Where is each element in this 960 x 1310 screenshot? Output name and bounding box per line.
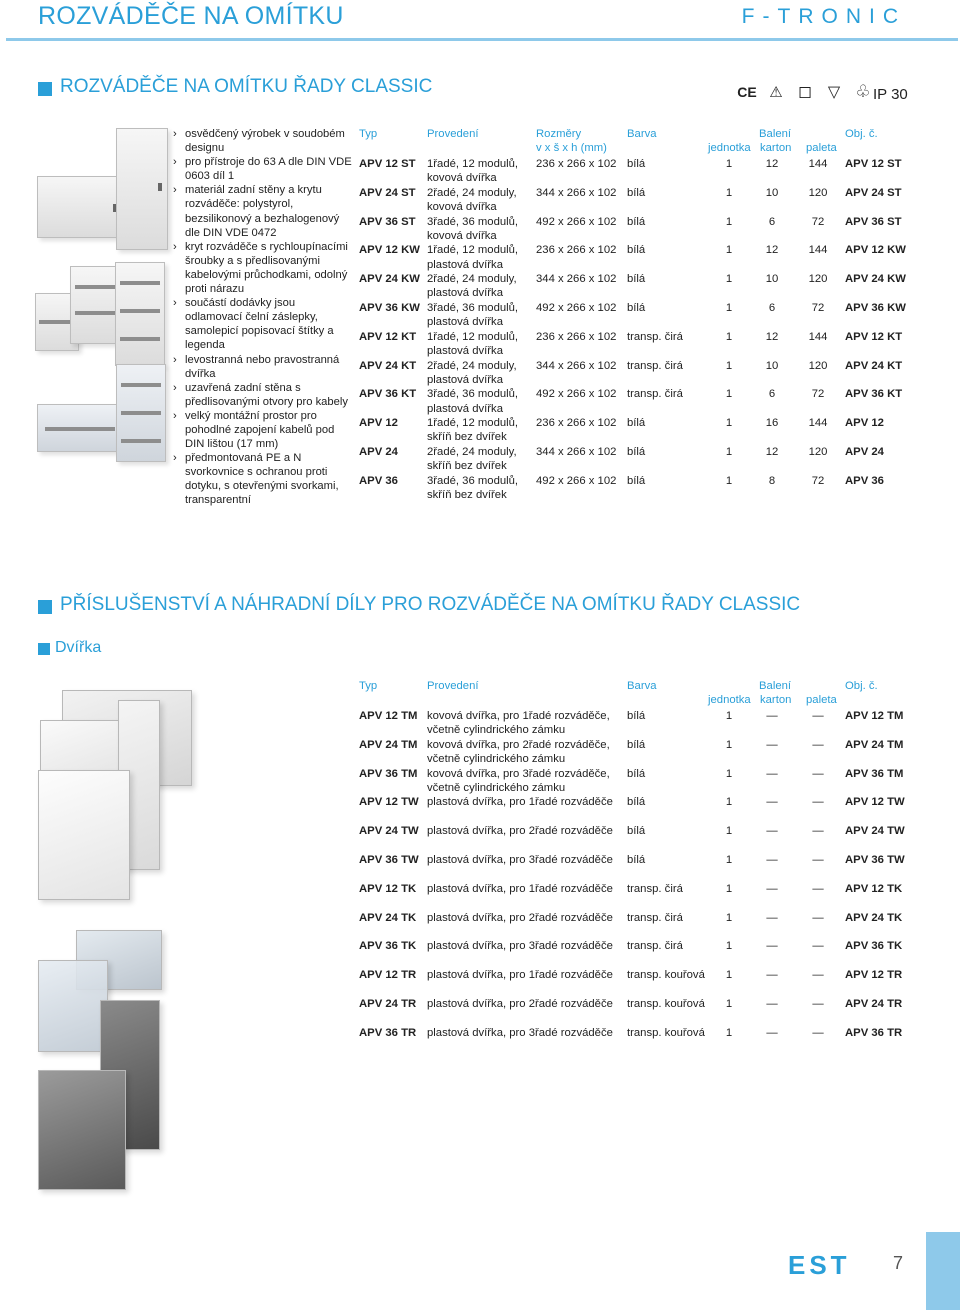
- row-typ: APV 36: [359, 474, 398, 487]
- row-obj: APV 12 KT: [845, 330, 903, 343]
- row-barva: bílá: [627, 825, 646, 838]
- row-karton: —: [766, 969, 778, 982]
- row-obj: APV 24 TK: [845, 911, 903, 924]
- row-provedeni: 3řadé, 36 modulů,: [427, 474, 519, 487]
- row-obj: APV 36 TR: [845, 1026, 903, 1039]
- row-paleta: 120: [808, 273, 828, 286]
- page-tab: [926, 1232, 960, 1310]
- door-white-image: [38, 770, 130, 900]
- col-header-paleta: paleta: [806, 142, 837, 154]
- row-jednotka: 1: [725, 1026, 733, 1039]
- row-provedeni-detail: kovová dvířka: [427, 201, 497, 213]
- row-paleta: —: [812, 767, 824, 780]
- row-jednotka: 1: [725, 854, 733, 866]
- row-provedeni: plastová dvířka, pro 1řadé rozváděče: [427, 882, 613, 895]
- row-paleta: —: [812, 940, 824, 953]
- row-obj: APV 36: [845, 474, 884, 487]
- row-typ: APV 24 KT: [359, 359, 417, 372]
- row-obj: APV 12 TM: [845, 710, 904, 722]
- row-karton: 6: [768, 388, 776, 401]
- row-rozmery: 236 x 266 x 102: [536, 158, 617, 170]
- ip-rating: IP 30: [873, 86, 908, 103]
- row-provedeni-detail: plastová dvířka: [427, 402, 503, 415]
- row-paleta: 72: [811, 215, 825, 228]
- row-obj: APV 24 ST: [845, 186, 902, 199]
- feature-item: › osvědčený výrobek v soudobém designu: [173, 127, 353, 155]
- row-paleta: 72: [811, 302, 825, 314]
- col-header-barva: Barva: [627, 680, 657, 692]
- row-typ: APV 24 TR: [359, 998, 417, 1010]
- row-karton: 6: [768, 302, 776, 314]
- row-typ: APV 24 TW: [359, 825, 419, 838]
- row-karton: —: [766, 825, 778, 838]
- row-typ: APV 36 TR: [359, 1026, 417, 1039]
- row-jednotka: 1: [725, 417, 733, 430]
- row-provedeni-detail: plastová dvířka: [427, 345, 503, 357]
- row-jednotka: 1: [725, 940, 733, 953]
- row-provedeni: 3řadé, 36 modulů,: [427, 215, 519, 228]
- page-title: ROZVÁDĚČE NA OMÍTKU: [38, 2, 344, 30]
- row-barva: transp. čirá: [627, 940, 683, 953]
- row-rozmery: 236 x 266 x 102: [536, 330, 617, 343]
- row-karton: —: [766, 911, 778, 924]
- row-obj: APV 24 KT: [845, 359, 903, 372]
- row-typ: APV 24 ST: [359, 186, 416, 199]
- col-header-jednotka: jednotka: [708, 694, 751, 706]
- row-jednotka: 1: [725, 302, 733, 314]
- page-number: 7: [893, 1253, 904, 1273]
- certification-icons: [736, 82, 874, 102]
- door-transparent-small-image: [38, 960, 108, 1052]
- row-typ: APV 24 TM: [359, 738, 418, 751]
- row-obj: APV 12 KW: [845, 244, 906, 257]
- row-rozmery: 492 x 266 x 102: [536, 388, 617, 401]
- row-obj: APV 36 KT: [845, 388, 903, 401]
- row-provedeni-detail: skříň bez dvířek: [427, 431, 507, 444]
- row-obj: APV 36 TM: [845, 767, 904, 780]
- row-rozmery: 344 x 266 x 102: [536, 186, 617, 199]
- feature-item: › součástí dodávky jsou odlamovací čelní záslepky, samolepicí popisovací štítky a legenda: [173, 296, 353, 352]
- row-obj: APV 24 TM: [845, 738, 904, 751]
- row-provedeni-detail: skříň bez dvířek: [427, 460, 507, 473]
- col-header-provedeni: Provedení: [427, 680, 479, 692]
- row-provedeni-detail: plastová dvířka: [427, 287, 503, 300]
- row-paleta: —: [812, 710, 824, 722]
- row-karton: —: [766, 1026, 778, 1039]
- col-header-provedeni: Provedení: [427, 128, 479, 140]
- row-obj: APV 12 TR: [845, 969, 903, 982]
- col-header-paleta: paleta: [806, 694, 837, 706]
- row-barva: bílá: [627, 474, 646, 487]
- row-paleta: 144: [808, 244, 828, 257]
- row-karton: 16: [765, 417, 779, 430]
- square-icon: ◻: [797, 82, 813, 101]
- col-header-baleni: Balení: [759, 128, 792, 140]
- col-header-baleni: Balení: [759, 680, 792, 692]
- row-karton: —: [766, 882, 778, 895]
- row-paleta: —: [812, 882, 824, 895]
- row-provedeni-detail: včetně cylindrického zámku: [427, 781, 566, 794]
- enclosure-transparent-tall-image: [116, 364, 166, 462]
- row-rozmery: 492 x 266 x 102: [536, 302, 617, 314]
- row-karton: —: [766, 940, 778, 953]
- row-obj: APV 24 TR: [845, 998, 903, 1010]
- row-jednotka: 1: [725, 186, 733, 199]
- ce-mark-icon: CE: [737, 84, 757, 100]
- door-smoked-image: [38, 1070, 126, 1190]
- col-header-karton: karton: [760, 142, 792, 154]
- row-karton: —: [766, 854, 778, 866]
- hazard-triangle-icon: ⚠: [769, 84, 783, 101]
- row-provedeni: kovová dvířka, pro 1řadé rozváděče,: [427, 710, 610, 722]
- row-provedeni: plastová dvířka, pro 3řadé rozváděče: [427, 940, 613, 953]
- col-header-rozmery: Rozměry: [536, 128, 582, 140]
- row-barva: bílá: [627, 302, 646, 314]
- row-paleta: —: [812, 969, 824, 982]
- row-rozmery: 344 x 266 x 102: [536, 359, 617, 372]
- row-barva: transp. čirá: [627, 882, 683, 895]
- row-typ: APV 36 TW: [359, 854, 419, 866]
- row-karton: 12: [765, 158, 779, 170]
- row-paleta: —: [812, 825, 824, 838]
- row-jednotka: 1: [725, 969, 733, 982]
- header-rule: [6, 38, 958, 41]
- row-typ: APV 36 KW: [359, 302, 420, 314]
- brand-name: F-TRONIC: [741, 5, 906, 28]
- feature-item: › pro přístroje do 63 A dle DIN VDE 0603 díl 1: [173, 155, 353, 183]
- row-karton: 8: [768, 474, 776, 487]
- row-barva: transp. čirá: [627, 330, 683, 343]
- row-paleta: —: [812, 998, 824, 1010]
- row-paleta: —: [812, 911, 824, 924]
- row-karton: —: [766, 998, 778, 1010]
- row-provedeni: plastová dvířka, pro 2řadé rozváděče: [427, 998, 613, 1010]
- row-obj: APV 24 TW: [845, 825, 905, 838]
- row-typ: APV 36 TM: [359, 767, 418, 780]
- row-typ: APV 12 ST: [359, 158, 416, 170]
- row-rozmery: 344 x 266 x 102: [536, 446, 617, 458]
- feature-item: › materiál zadní stěny a krytu rozváděče: polystyrol, bezsilikonový a bezhalogenový dle DIN VDE 0472: [173, 183, 353, 239]
- row-karton: 6: [768, 215, 776, 228]
- row-provedeni: plastová dvířka, pro 1řadé rozváděče: [427, 796, 613, 809]
- row-typ: APV 12: [359, 417, 398, 430]
- row-provedeni: kovová dvířka, pro 3řadé rozváděče,: [427, 767, 610, 780]
- row-obj: APV 24: [845, 446, 884, 458]
- row-typ: APV 12 KW: [359, 244, 420, 257]
- row-typ: APV 12 TM: [359, 710, 418, 722]
- row-obj: APV 12 TW: [845, 796, 905, 809]
- row-karton: 12: [765, 330, 779, 343]
- row-paleta: 144: [808, 330, 828, 343]
- row-barva: bílá: [627, 446, 646, 458]
- row-obj: APV 36 TW: [845, 854, 905, 866]
- row-paleta: 120: [808, 446, 828, 458]
- row-rozmery: 236 x 266 x 102: [536, 417, 617, 430]
- row-provedeni: 2řadé, 24 moduly,: [427, 186, 517, 199]
- row-barva: transp. čirá: [627, 359, 683, 372]
- row-jednotka: 1: [725, 911, 733, 924]
- row-jednotka: 1: [725, 446, 733, 458]
- row-provedeni: 1řadé, 12 modulů,: [427, 244, 519, 257]
- row-jednotka: 1: [725, 388, 733, 401]
- row-barva: bílá: [627, 710, 646, 722]
- row-barva: transp. kouřová: [627, 1026, 705, 1039]
- row-barva: bílá: [627, 854, 646, 866]
- row-jednotka: 1: [725, 158, 733, 170]
- row-barva: bílá: [627, 417, 646, 430]
- row-jednotka: 1: [725, 273, 733, 286]
- row-provedeni: 1řadé, 12 modulů,: [427, 330, 519, 343]
- row-typ: APV 24: [359, 446, 398, 458]
- row-provedeni-detail: kovová dvířka: [427, 172, 497, 185]
- col-header-obj: Obj. č.: [845, 128, 878, 140]
- col-header-rozmery-units: v x š x h (mm): [536, 142, 607, 154]
- row-jednotka: 1: [725, 330, 733, 343]
- enclosure-transparent-image: [37, 404, 123, 452]
- row-provedeni: plastová dvířka, pro 1řadé rozváděče: [427, 969, 613, 982]
- leaf-icon: ♧: [855, 82, 871, 101]
- row-obj: APV 12 TK: [845, 882, 903, 895]
- col-header-jednotka: jednotka: [708, 142, 751, 154]
- enclosure-tall-open-image: [115, 262, 165, 366]
- row-jednotka: 1: [725, 359, 733, 372]
- row-jednotka: 1: [725, 244, 733, 257]
- row-provedeni: plastová dvířka, pro 2řadé rozváděče: [427, 825, 613, 838]
- row-jednotka: 1: [725, 796, 733, 809]
- col-header-typ: Typ: [359, 680, 378, 692]
- row-provedeni: plastová dvířka, pro 2řadé rozváděče: [427, 911, 613, 924]
- row-provedeni: 1řadé, 12 modulů,: [427, 417, 519, 430]
- row-provedeni-detail: včetně cylindrického zámku: [427, 753, 566, 765]
- row-paleta: 120: [808, 186, 828, 199]
- row-barva: bílá: [627, 796, 646, 809]
- enclosure-tall-image: [116, 128, 168, 250]
- row-typ: APV 12 KT: [359, 330, 417, 343]
- row-paleta: 72: [811, 388, 825, 401]
- row-provedeni-detail: plastová dvířka: [427, 258, 503, 271]
- row-barva: bílá: [627, 767, 646, 780]
- row-karton: 10: [765, 273, 779, 286]
- row-provedeni-detail: včetně cylindrického zámku: [427, 724, 566, 737]
- section-title-accessories: PŘÍSLUŠENSTVÍ A NÁHRADNÍ DÍLY PRO ROZVÁDĚČE NA OMÍTKU ŘADY CLASSIC: [60, 594, 801, 615]
- row-paleta: —: [812, 1026, 824, 1039]
- section-marker: [38, 600, 52, 614]
- row-provedeni-detail: plastová dvířka: [427, 316, 503, 329]
- feature-item: › kryt rozváděče s rychloupínacími šroubky a s předlisovanými kabelovými průchodkami, odolný proti nárazu: [173, 240, 353, 296]
- row-paleta: —: [812, 796, 824, 809]
- row-typ: APV 12 TR: [359, 969, 417, 982]
- nab-triangle-icon: ▽: [827, 84, 841, 101]
- row-typ: APV 36 TK: [359, 940, 417, 953]
- col-header-barva: Barva: [627, 128, 657, 140]
- row-typ: APV 12 TK: [359, 882, 417, 895]
- row-barva: transp. čirá: [627, 388, 683, 401]
- row-barva: bílá: [627, 244, 646, 257]
- row-rozmery: 236 x 266 x 102: [536, 244, 617, 257]
- row-karton: —: [766, 738, 778, 751]
- row-paleta: 120: [808, 359, 828, 372]
- feature-item: › uzavřená zadní stěna s předlisovanými otvory pro kabely: [173, 381, 353, 409]
- row-barva: bílá: [627, 158, 646, 170]
- row-paleta: —: [812, 854, 824, 866]
- row-provedeni: plastová dvířka, pro 3řadé rozváděče: [427, 1026, 613, 1039]
- row-provedeni: 2řadé, 24 moduly,: [427, 273, 517, 286]
- row-jednotka: 1: [725, 825, 733, 838]
- row-provedeni: plastová dvířka, pro 3řadé rozváděče: [427, 854, 613, 866]
- row-provedeni-detail: skříň bez dvířek: [427, 489, 507, 501]
- row-obj: APV 36 KW: [845, 302, 906, 314]
- row-barva: bílá: [627, 273, 646, 286]
- feature-item: › velký montážní prostor pro pohodlné zapojení kabelů pod DIN lištou (17 mm): [173, 409, 353, 451]
- row-barva: bílá: [627, 215, 646, 228]
- row-rozmery: 492 x 266 x 102: [536, 474, 617, 487]
- row-provedeni: 2řadé, 24 moduly,: [427, 446, 517, 458]
- row-jednotka: 1: [725, 710, 733, 722]
- subsection-title-doors: Dvířka: [55, 639, 102, 656]
- row-karton: 12: [765, 244, 779, 257]
- row-karton: —: [766, 767, 778, 780]
- row-typ: APV 36 ST: [359, 215, 416, 228]
- col-header-karton: karton: [760, 694, 792, 706]
- row-jednotka: 1: [725, 215, 733, 228]
- row-provedeni: 2řadé, 24 moduly,: [427, 359, 517, 372]
- row-karton: —: [766, 796, 778, 809]
- row-barva: transp. kouřová: [627, 969, 705, 982]
- row-jednotka: 1: [725, 767, 733, 780]
- col-header-obj: Obj. č.: [845, 680, 878, 692]
- row-barva: bílá: [627, 738, 646, 751]
- feature-item: › předmontovaná PE a N svorkovnice s ochranou proti dotyku, s otevřenými svorkami, transparentní: [173, 451, 353, 507]
- row-barva: bílá: [627, 186, 646, 199]
- row-jednotka: 1: [725, 474, 733, 487]
- row-jednotka: 1: [725, 882, 733, 895]
- row-barva: transp. čirá: [627, 911, 683, 924]
- feature-list: [173, 127, 353, 508]
- row-paleta: —: [812, 738, 824, 751]
- enclosure-closed-image: [37, 176, 123, 238]
- row-karton: 10: [765, 186, 779, 199]
- row-typ: APV 12 TW: [359, 796, 419, 809]
- row-rozmery: 492 x 266 x 102: [536, 215, 617, 228]
- lock-icon: [158, 183, 162, 191]
- row-barva: transp. kouřová: [627, 998, 705, 1010]
- row-karton: 10: [765, 359, 779, 372]
- row-obj: APV 24 KW: [845, 273, 906, 286]
- row-typ: APV 36 KT: [359, 388, 417, 401]
- row-jednotka: 1: [725, 998, 733, 1010]
- feature-item: › levostranná nebo pravostranná dvířka: [173, 353, 353, 381]
- row-typ: APV 24 KW: [359, 273, 420, 286]
- row-paleta: 144: [808, 417, 828, 430]
- row-paleta: 72: [811, 474, 825, 487]
- row-provedeni-detail: plastová dvířka: [427, 373, 503, 386]
- subsection-marker: [38, 643, 50, 655]
- row-provedeni: kovová dvířka, pro 2řadé rozváděče,: [427, 738, 610, 751]
- row-provedeni: 1řadé, 12 modulů,: [427, 158, 519, 170]
- row-obj: APV 36 TK: [845, 940, 903, 953]
- row-typ: APV 24 TK: [359, 911, 417, 924]
- row-obj: APV 36 ST: [845, 215, 902, 228]
- row-rozmery: 344 x 266 x 102: [536, 273, 617, 286]
- section-marker: [38, 82, 52, 96]
- row-karton: —: [766, 710, 778, 722]
- col-header-typ: Typ: [359, 128, 378, 140]
- row-provedeni-detail: kovová dvířka: [427, 229, 497, 242]
- row-obj: APV 12 ST: [845, 158, 902, 170]
- row-provedeni: 3řadé, 36 modulů,: [427, 302, 519, 314]
- row-obj: APV 12: [845, 417, 884, 430]
- row-paleta: 144: [808, 158, 828, 170]
- section-title-classic: ROZVÁDĚČE NA OMÍTKU ŘADY CLASSIC: [60, 76, 433, 97]
- row-jednotka: 1: [725, 738, 733, 751]
- row-karton: 12: [765, 446, 779, 458]
- est-logo: EST: [788, 1250, 851, 1280]
- row-provedeni: 3řadé, 36 modulů,: [427, 388, 519, 401]
